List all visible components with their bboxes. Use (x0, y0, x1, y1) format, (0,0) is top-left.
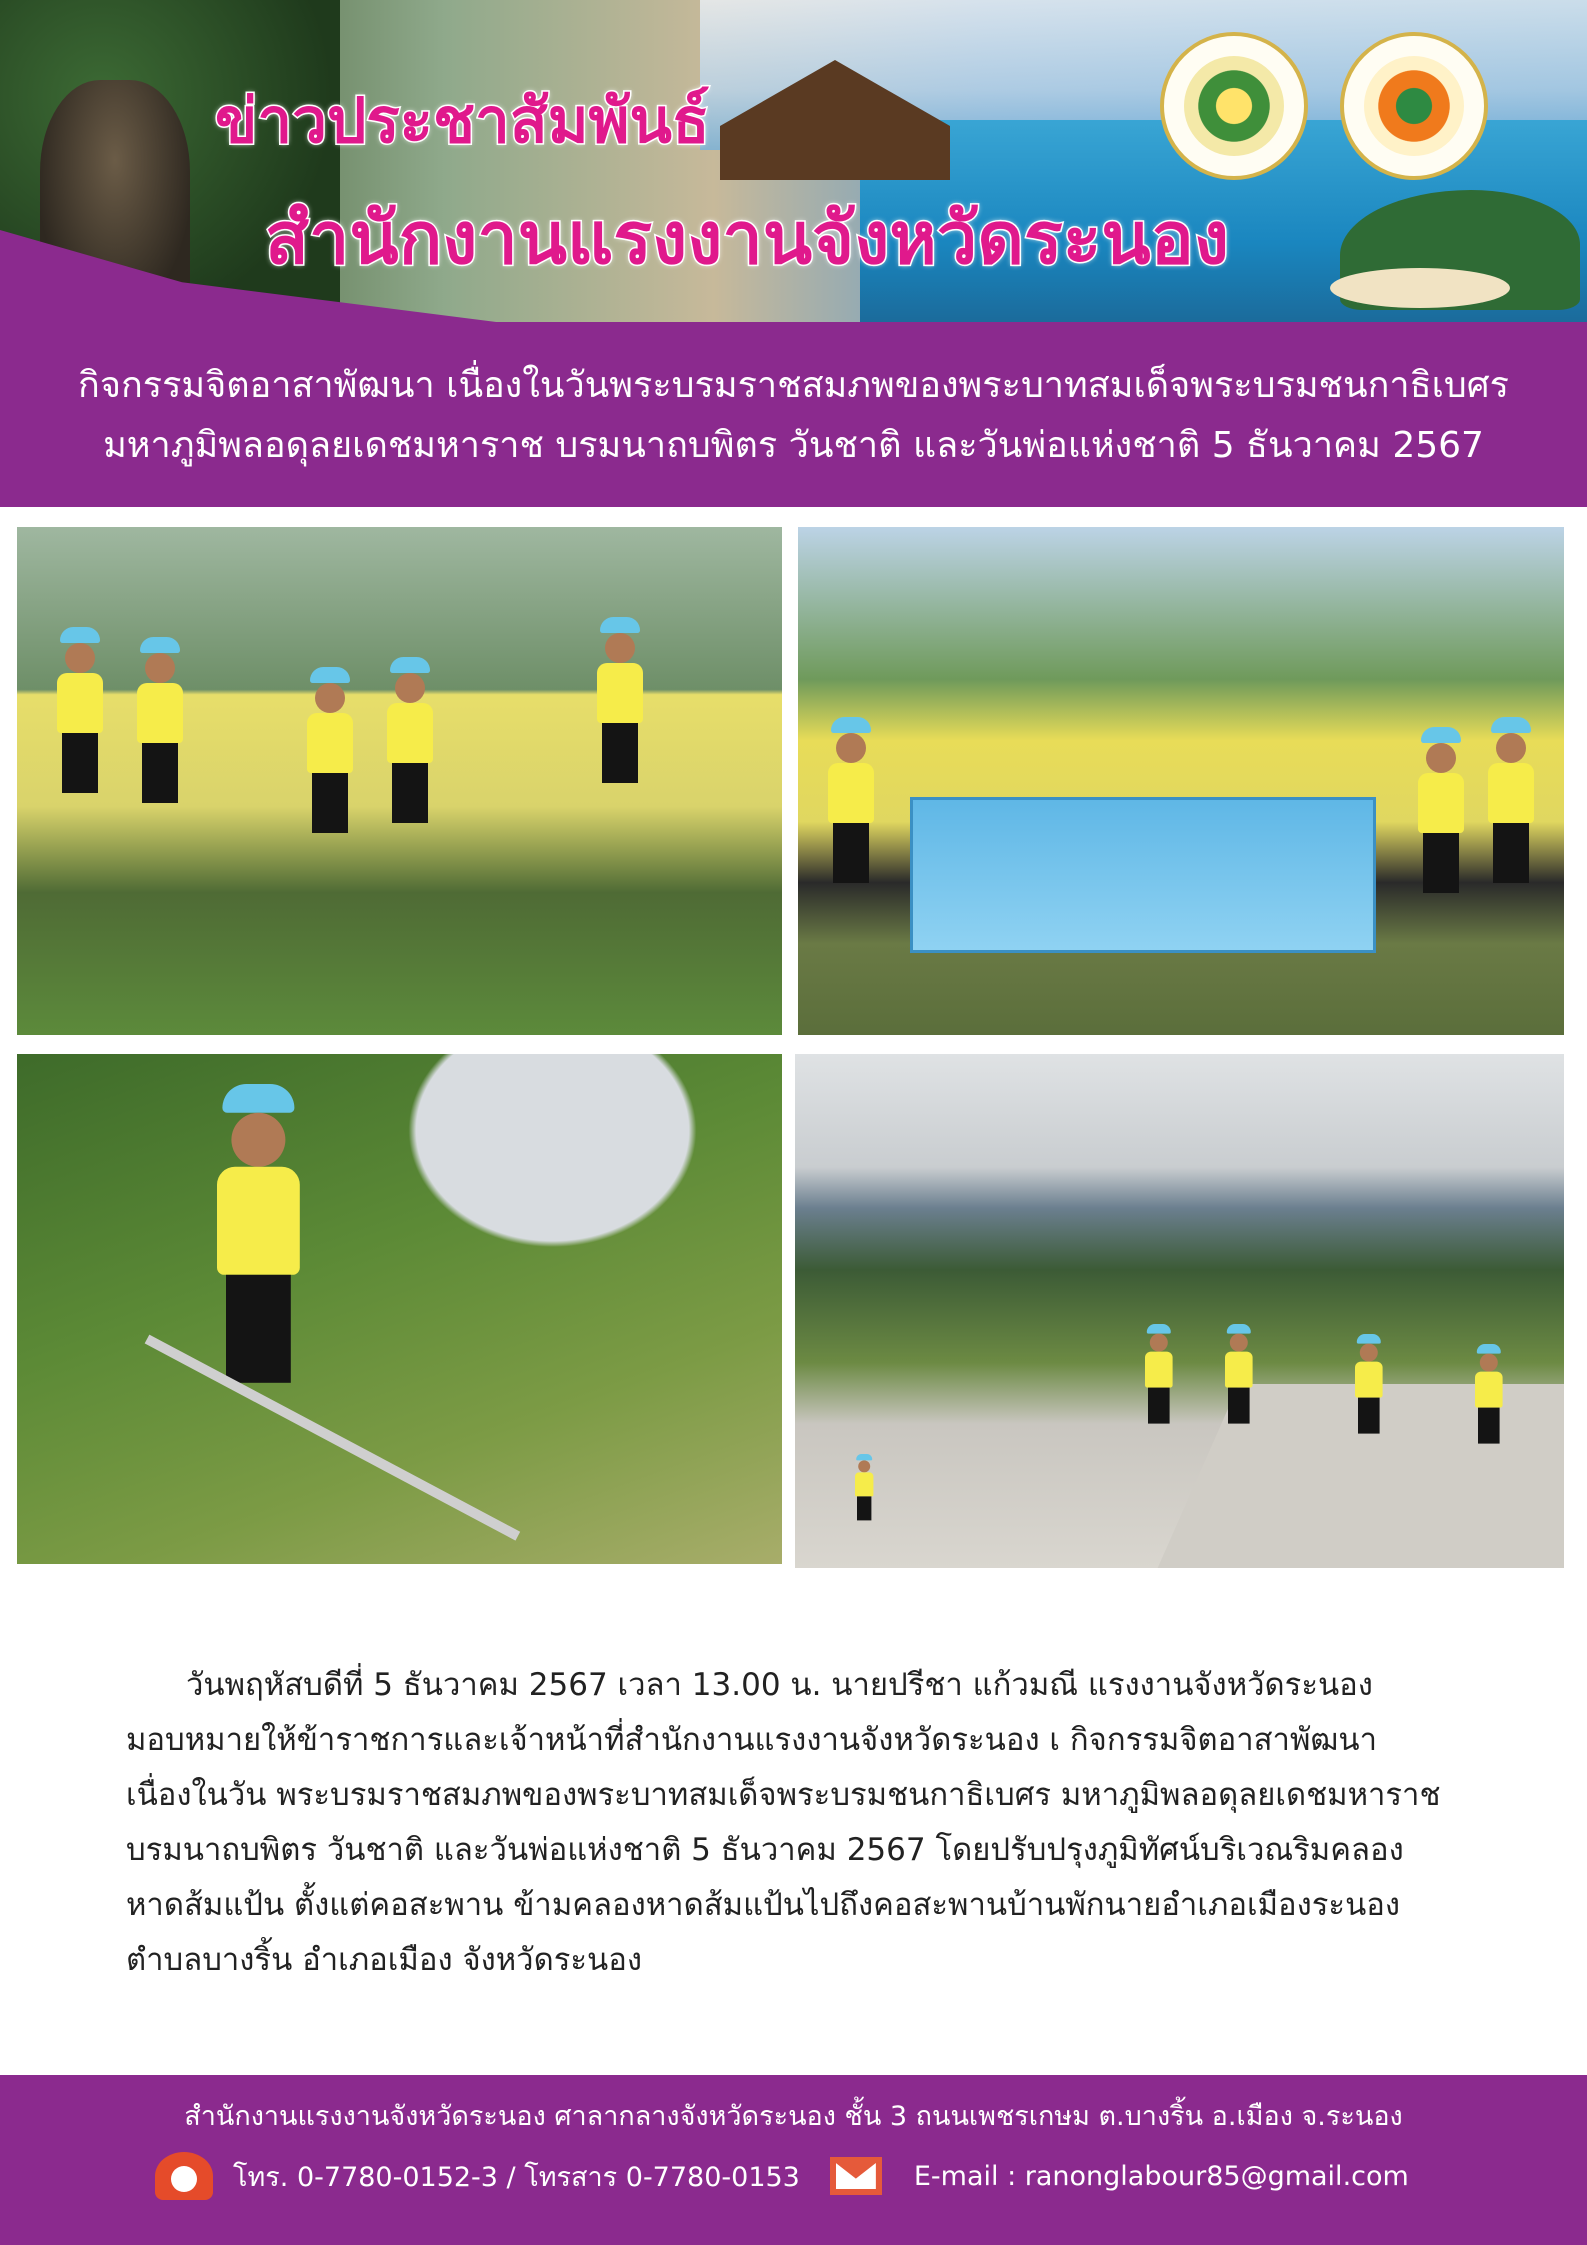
ministry-of-labour-seal-icon (1340, 32, 1488, 180)
volunteers-banner-photo (798, 527, 1564, 1035)
footer-phone: โทร. 0-7780-0152-3 / โทรสาร 0-7780-0153 (233, 2161, 800, 2193)
body-line: ตำบลบางริ้น อำเภอเมือง จังหวัดระนอง (126, 1942, 642, 1978)
volunteer-figure (1355, 1334, 1383, 1436)
footer-email[interactable]: E-mail : ranonglabour85@gmail.com (913, 2160, 1409, 2192)
headline-line1: กิจกรรมจิตอาสาพัฒนา เนื่องในวันพระบรมราชสมภพของพระบาทสมเด็จพระบรมชนกาธิเบศร (78, 365, 1509, 406)
body-line: เนื่องในวัน พระบรมราชสมภพของพระบาทสมเด็จพระบรมชนกาธิเบศร มหาภูมิพลอดุลยเดชมหาราช (126, 1777, 1441, 1813)
ranong-province-seal-icon (1160, 32, 1308, 180)
volunteer-figure (1225, 1324, 1253, 1426)
activity-banner-cloth (910, 797, 1376, 953)
grass-trimmer (145, 1335, 521, 1541)
body-line: วันพฤหัสบดีที่ 5 ธันวาคม 2567 เวลา 13.00 น. นายปรีชา แก้วมณี แรงงานจังหวัดระนอง (186, 1667, 1373, 1703)
volunteers-standing-photo (17, 527, 782, 1035)
volunteer-figure (1488, 717, 1534, 887)
volunteer-figure (307, 667, 353, 837)
news-body (126, 1658, 1486, 1988)
header-banner (0, 0, 1587, 325)
banner-title-line1: ข่าวประชาสัมพันธ์ (215, 84, 710, 157)
body-line: หาดส้มแป้น ตั้งแต่คอสะพาน ข้ามคลองหาดส้มแป้นไปถึงคอสะพานบ้านพักนายอำเภอเมืองระนอง (126, 1887, 1401, 1923)
grass-trimming-photo (17, 1054, 782, 1564)
volunteer-figure (57, 627, 103, 797)
phone-icon (155, 2152, 213, 2200)
volunteer-figure (828, 717, 874, 887)
banner-beach (1330, 268, 1510, 308)
volunteer-figure (597, 617, 643, 787)
volunteer-figure (855, 1454, 873, 1522)
volunteer-figure (1418, 727, 1464, 897)
volunteer-figure (137, 637, 183, 807)
volunteer-figure (1145, 1324, 1173, 1426)
headline-block (0, 325, 1587, 507)
body-line: บรมนาถบพิตร วันชาติ และวันพ่อแห่งชาติ 5 ธันวาคม 2567 โดยปรับปรุงภูมิทัศน์บริเวณริมคลอง (126, 1832, 1404, 1868)
body-line: มอบหมายให้ข้าราชการและเจ้าหน้าที่สำนักงานแรงงานจังหวัดระนอง เ กิจกรรมจิตอาสาพัฒนา (126, 1722, 1378, 1758)
headline-line2: มหาภูมิพลอดุลยเดชมหาราช บรมนาถบพิตร วันชาติ และวันพ่อแห่งชาติ 5 ธันวาคม 2567 (103, 425, 1484, 466)
footer (0, 2075, 1587, 2245)
banner-title-line2: สำนักงานแรงงานจังหวัดระนอง (265, 196, 1229, 280)
mail-icon (830, 2157, 882, 2195)
volunteer-figure (217, 1084, 300, 1390)
volunteer-figure (387, 657, 433, 827)
footer-contact (155, 2150, 1409, 2202)
volunteer-figure (1475, 1344, 1503, 1446)
roadside-cleanup-photo (795, 1054, 1564, 1568)
footer-address: สำนักงานแรงงานจังหวัดระนอง ศาลากลางจังหวัดระนอง ชั้น 3 ถนนเพชรเกษม ต.บางริ้น อ.เมือง จ.ระนอง (184, 2101, 1403, 2132)
